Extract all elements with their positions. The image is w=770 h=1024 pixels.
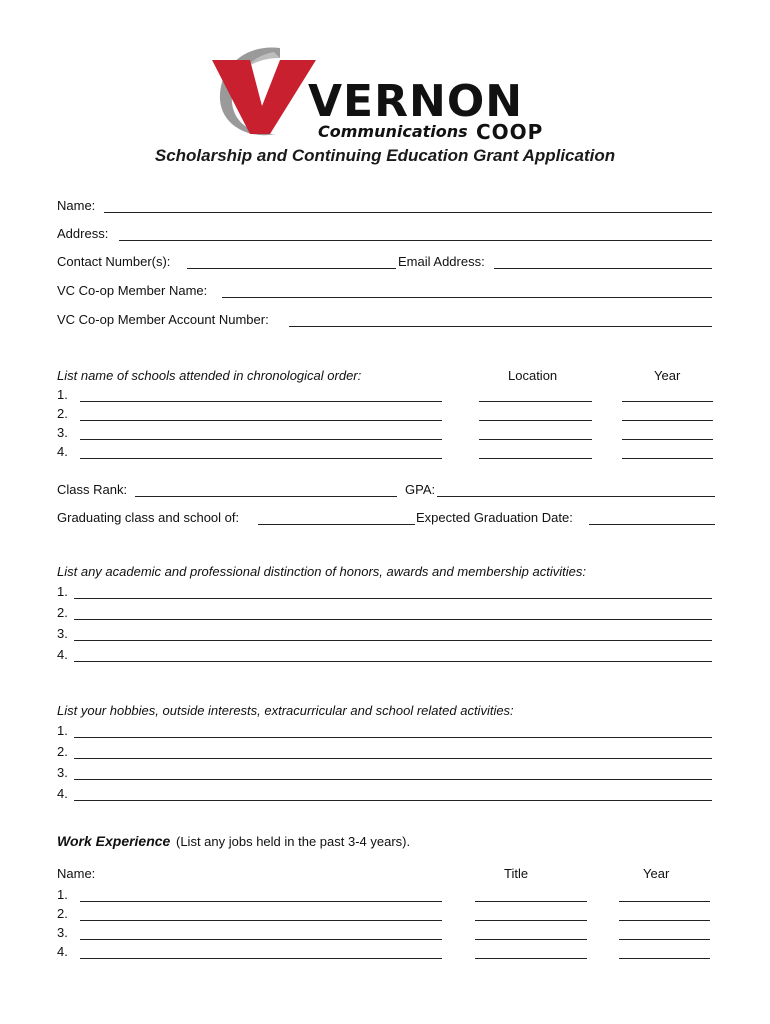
work-name-header: Name: bbox=[57, 866, 96, 881]
work-title-field-1[interactable] bbox=[475, 901, 587, 902]
logo-subtitle: Communications bbox=[318, 122, 468, 141]
school-year-field-1[interactable] bbox=[622, 401, 713, 402]
hobbies-field-3[interactable] bbox=[74, 779, 712, 780]
school-year-field-3[interactable] bbox=[622, 439, 713, 440]
hobbies-number: 1. bbox=[57, 723, 68, 738]
schools-number: 1. bbox=[57, 387, 68, 402]
honors-field-1[interactable] bbox=[74, 598, 712, 599]
school-location-field-1[interactable] bbox=[479, 401, 592, 402]
class-rank-label: Class Rank: bbox=[57, 482, 128, 497]
school-year-field-4[interactable] bbox=[622, 458, 713, 459]
email-label: Email Address: bbox=[398, 254, 485, 269]
work-number: 4. bbox=[57, 944, 68, 959]
honors-number: 4. bbox=[57, 647, 68, 662]
schools-number: 3. bbox=[57, 425, 68, 440]
hobbies-number: 3. bbox=[57, 765, 68, 780]
member-name-field[interactable] bbox=[222, 297, 712, 298]
schools-number: 4. bbox=[57, 444, 68, 459]
work-year-field-3[interactable] bbox=[619, 939, 710, 940]
work-heading: Work Experience bbox=[57, 833, 171, 849]
work-year-field-4[interactable] bbox=[619, 958, 710, 959]
work-name-field-4[interactable] bbox=[80, 958, 442, 959]
school-name-field-3[interactable] bbox=[80, 439, 442, 440]
schools-heading: List name of schools attended in chronological order: bbox=[57, 368, 362, 383]
expected-grad-field[interactable] bbox=[589, 524, 715, 525]
member-name-label: VC Co-op Member Name: bbox=[57, 283, 208, 298]
work-title-field-4[interactable] bbox=[475, 958, 587, 959]
honors-number: 3. bbox=[57, 626, 68, 641]
expected-grad-label: Expected Graduation Date: bbox=[416, 510, 573, 525]
work-title-field-3[interactable] bbox=[475, 939, 587, 940]
logo-swoosh-icon bbox=[210, 44, 320, 144]
hobbies-number: 4. bbox=[57, 786, 68, 801]
work-year-field-2[interactable] bbox=[619, 920, 710, 921]
work-title-field-2[interactable] bbox=[475, 920, 587, 921]
hobbies-field-1[interactable] bbox=[74, 737, 712, 738]
honors-field-2[interactable] bbox=[74, 619, 712, 620]
contact-label: Contact Number(s): bbox=[57, 254, 171, 269]
work-number: 2. bbox=[57, 906, 68, 921]
contact-field[interactable] bbox=[187, 268, 396, 269]
school-location-field-3[interactable] bbox=[479, 439, 592, 440]
schools-year-header: Year bbox=[654, 368, 681, 383]
work-name-field-2[interactable] bbox=[80, 920, 442, 921]
address-label: Address: bbox=[57, 226, 109, 241]
class-rank-field[interactable] bbox=[135, 496, 397, 497]
work-year-field-1[interactable] bbox=[619, 901, 710, 902]
grad-class-field[interactable] bbox=[258, 524, 415, 525]
name-label: Name: bbox=[57, 198, 96, 213]
email-field[interactable] bbox=[494, 268, 712, 269]
address-field[interactable] bbox=[119, 240, 712, 241]
member-account-label: VC Co-op Member Account Number: bbox=[57, 312, 269, 327]
work-name-field-3[interactable] bbox=[80, 939, 442, 940]
hobbies-heading: List your hobbies, outside interests, extracurricular and school related activities: bbox=[57, 703, 514, 718]
honors-heading: List any academic and professional distinction of honors, awards and membership activities: bbox=[57, 564, 586, 579]
honors-number: 2. bbox=[57, 605, 68, 620]
work-name-field-1[interactable] bbox=[80, 901, 442, 902]
grad-class-label: Graduating class and school of: bbox=[57, 510, 240, 525]
honors-field-4[interactable] bbox=[74, 661, 712, 662]
logo-coop: COOP bbox=[476, 120, 544, 144]
schools-number: 2. bbox=[57, 406, 68, 421]
work-title-header: Title bbox=[504, 866, 529, 881]
school-name-field-2[interactable] bbox=[80, 420, 442, 421]
hobbies-field-4[interactable] bbox=[74, 800, 712, 801]
school-name-field-1[interactable] bbox=[80, 401, 442, 402]
work-year-header: Year bbox=[643, 866, 670, 881]
page-title: Scholarship and Continuing Education Grant Application bbox=[154, 146, 616, 165]
school-year-field-2[interactable] bbox=[622, 420, 713, 421]
schools-location-header: Location bbox=[508, 368, 558, 383]
school-name-field-4[interactable] bbox=[80, 458, 442, 459]
gpa-label: GPA: bbox=[405, 482, 436, 497]
member-account-field[interactable] bbox=[289, 326, 712, 327]
hobbies-field-2[interactable] bbox=[74, 758, 712, 759]
logo-wordmark: VERNON bbox=[308, 76, 524, 127]
school-location-field-4[interactable] bbox=[479, 458, 592, 459]
hobbies-number: 2. bbox=[57, 744, 68, 759]
school-location-field-2[interactable] bbox=[479, 420, 592, 421]
gpa-field[interactable] bbox=[437, 496, 715, 497]
honors-field-3[interactable] bbox=[74, 640, 712, 641]
name-field[interactable] bbox=[104, 212, 712, 213]
work-note: (List any jobs held in the past 3-4 years). bbox=[176, 834, 411, 849]
work-number: 3. bbox=[57, 925, 68, 940]
work-number: 1. bbox=[57, 887, 68, 902]
vernon-logo bbox=[210, 44, 590, 144]
honors-number: 1. bbox=[57, 584, 68, 599]
